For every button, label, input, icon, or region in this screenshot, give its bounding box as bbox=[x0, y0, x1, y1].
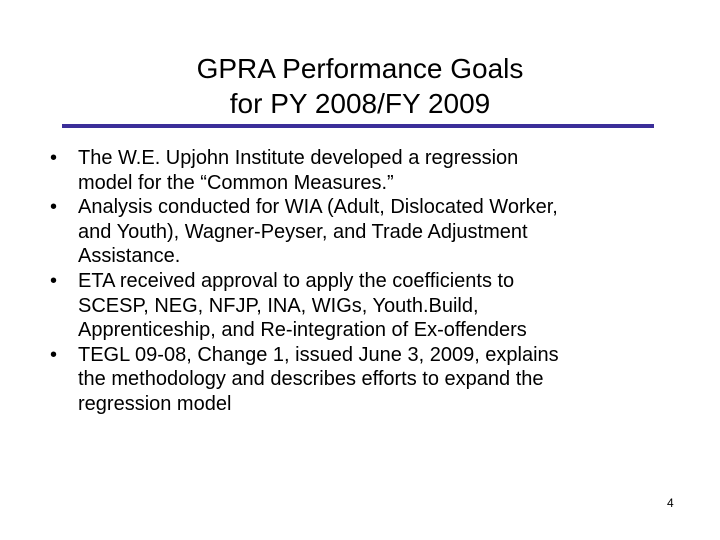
bullet-item-3 bbox=[0, 269, 720, 343]
bullet-icon: • bbox=[50, 269, 58, 292]
bullet-list bbox=[0, 146, 720, 417]
bullet-4-line-1: TEGL 09-08, Change 1, issued June 3, 2009, explains bbox=[78, 343, 559, 366]
page-number: 4 bbox=[667, 496, 674, 510]
bullet-3-line-3: Apprenticeship, and Re-integration of Ex-offenders bbox=[78, 319, 527, 342]
bullet-4-line-3: regression model bbox=[78, 392, 232, 415]
bullet-2-line-3: Assistance. bbox=[78, 245, 181, 268]
bullet-icon: • bbox=[50, 343, 58, 366]
bullet-icon: • bbox=[50, 196, 58, 219]
title-line-2: for PY 2008/FY 2009 bbox=[229, 88, 491, 119]
bullet-item-1 bbox=[0, 146, 720, 195]
bullet-4-line-2: the methodology and describes efforts to expand the bbox=[78, 368, 544, 391]
bullet-2-line-1: Analysis conducted for WIA (Adult, Dislocated Worker, bbox=[78, 196, 558, 219]
bullet-item-4 bbox=[0, 343, 720, 417]
title-line-1: GPRA Performance Goals bbox=[196, 53, 524, 84]
slide-title bbox=[0, 51, 720, 121]
bullet-icon: • bbox=[50, 147, 58, 169]
bullet-item-2 bbox=[0, 195, 720, 269]
title-divider bbox=[62, 124, 654, 128]
bullet-3-line-1: ETA received approval to apply the coefficients to bbox=[78, 269, 515, 292]
bullet-2-line-2: and Youth), Wagner-Peyser, and Trade Adjustment bbox=[78, 220, 528, 243]
bullet-1-line-1: The W.E. Upjohn Institute developed a regression bbox=[78, 147, 519, 169]
bullet-3-line-2: SCESP, NEG, NFJP, INA, WIGs, Youth.Build, bbox=[78, 294, 479, 317]
bullet-1-line-2: model for the “Common Measures.” bbox=[78, 171, 394, 194]
